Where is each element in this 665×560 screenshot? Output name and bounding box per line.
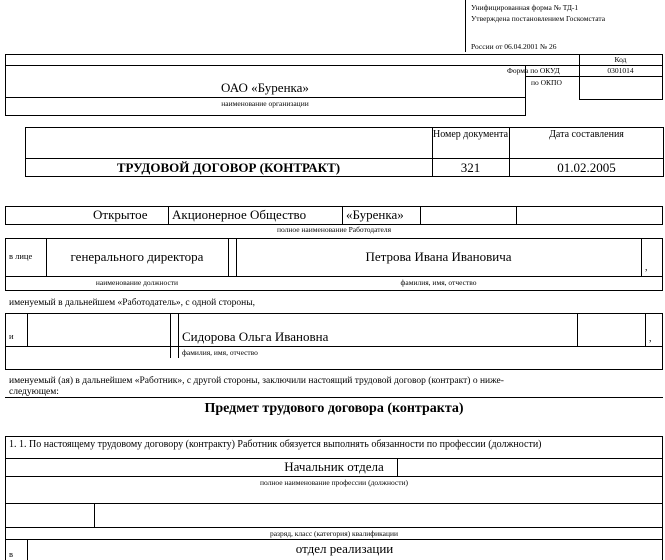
employee-name-value[interactable]: Сидорова Ольга Ивановна: [182, 329, 329, 344]
code-header: Код: [614, 55, 627, 64]
employer-name-part2[interactable]: Акционерное Общество: [172, 207, 307, 222]
person-caption: фамилия, имя, отчество: [400, 278, 477, 287]
form-approval-line: Утверждена постановлением Госкомстата: [471, 14, 606, 23]
employee-hereinafter-line1: именуемый (ая) в дальнейшем «Работник», с другой стороны, заключили настоящий трудовой договор (контракт) о ниже-: [9, 376, 504, 386]
clause-1-1-text: 1. 1. По настоящему трудовому договору (контракту) Работник обязуется выполнять обязанности по профессии (должности): [9, 439, 542, 450]
doc-number-value[interactable]: 321: [460, 160, 481, 175]
contract-title: ТРУДОВОЙ ДОГОВОР (КОНТРАКТ): [116, 160, 341, 175]
represented-by-label: в лице: [9, 251, 33, 261]
doc-number-header: Номер документа: [432, 129, 509, 140]
employer-name-part3[interactable]: «Буренка»: [346, 207, 404, 222]
form-date-line: России от 06.04.2001 № 26: [471, 42, 557, 51]
organization-name[interactable]: ОАО «Буренка»: [221, 80, 309, 95]
in-label: в: [9, 549, 14, 559]
position-caption: наименование должности: [95, 278, 179, 287]
employer-person-value[interactable]: Петрова Ивана Ивановича: [365, 249, 512, 264]
okud-label: Форма по ОКУД: [507, 66, 560, 75]
and-label: и: [9, 331, 14, 341]
employer-name-part1[interactable]: Открытое: [93, 207, 148, 222]
grade-caption: разряд, класс (категория) квалификации: [269, 529, 399, 538]
employer-position-value[interactable]: генерального директора: [70, 249, 204, 264]
subject-heading: Предмет трудового договора (контракта): [204, 401, 464, 416]
profession-value[interactable]: Начальник отдела: [284, 459, 384, 474]
employee-hereinafter-line2: следующем:: [9, 387, 59, 397]
form-name-line: Унифицированная форма № ТД-1: [471, 3, 579, 12]
employee-name-caption: фамилия, имя, отчество: [182, 348, 258, 357]
okud-code: 0301014: [607, 66, 634, 75]
department-value[interactable]: отдел реализации: [295, 541, 394, 556]
okpo-label: по ОКПО: [531, 78, 562, 87]
represented-comma: ,: [645, 262, 648, 273]
organization-caption: наименование организации: [221, 99, 309, 108]
employee-comma: ,: [649, 333, 652, 344]
employer-name-caption: полное наименование Работодателя: [276, 225, 392, 234]
employer-hereinafter-text: именуемый в дальнейшем «Работодатель», с одной стороны,: [9, 298, 255, 308]
doc-date-value[interactable]: 01.02.2005: [557, 160, 616, 175]
doc-date-header: Дата составления: [549, 129, 624, 140]
profession-caption: полное наименование профессии (должности): [259, 478, 409, 487]
